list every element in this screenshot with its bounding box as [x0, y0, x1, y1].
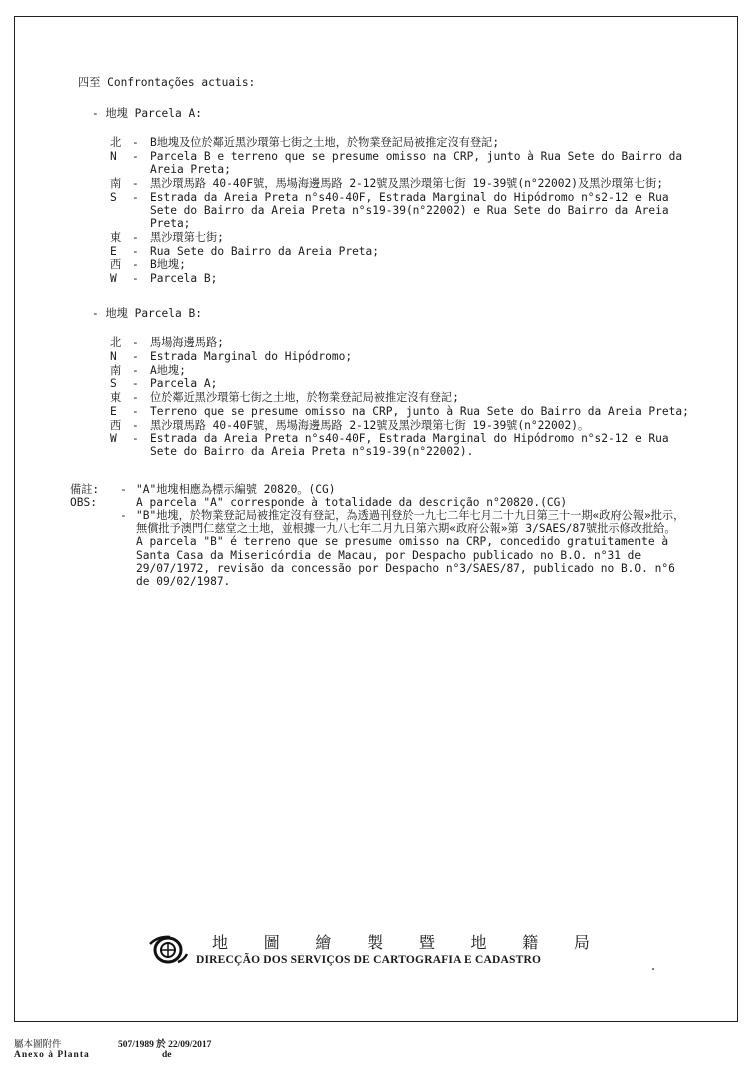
- obs-item: [120, 483, 690, 496]
- agency-name-char: 暨: [418, 933, 437, 952]
- boundary-direction: 南: [110, 363, 122, 377]
- boundary-row: [110, 231, 690, 244]
- parcel-a-block: [70, 107, 690, 285]
- boundary-dash: -: [132, 177, 139, 191]
- boundary-text: Estrada da Areia Preta n°s40-40F, Estrada Marginal do Hipódromo n°s2-12 e Rua Sete do Bairro da Areia Preta n°s19-39(n°22002).: [150, 432, 669, 459]
- boundary-dash: -: [132, 136, 139, 150]
- parcel-b-block: [70, 307, 690, 459]
- obs-item: [120, 509, 690, 535]
- agency-logo-block: [148, 930, 618, 970]
- obs-labels: [70, 483, 120, 589]
- boundary-dash: -: [132, 404, 139, 418]
- boundary-direction: N: [110, 350, 117, 364]
- boundary-direction: 東: [110, 230, 122, 244]
- boundary-row: [110, 419, 690, 432]
- boundary-dash: -: [132, 244, 139, 258]
- boundary-text: Parcela B e terreno que se presume omisso na CRP, junto à Rua Sete do Bairro da Areia Preta;: [150, 150, 683, 177]
- boundary-row: [110, 350, 690, 363]
- boundary-row: [110, 150, 690, 176]
- agency-name-char: 繪: [315, 933, 334, 952]
- obs-item: [120, 496, 690, 509]
- scan-speck: [652, 968, 654, 970]
- boundary-dash: -: [132, 336, 139, 350]
- boundary-row: [110, 136, 690, 149]
- boundary-text: A地塊;: [150, 363, 186, 377]
- boundary-dash: -: [132, 418, 139, 432]
- boundary-direction: 東: [110, 391, 122, 405]
- obs-text: A parcela "A" corresponde à totalidade da descrição n°20820.(CG): [136, 495, 568, 509]
- boundary-text: 馬場海邊馬路;: [150, 336, 224, 350]
- footer-reference: 507/1989 於 22/09/2017: [118, 1040, 212, 1050]
- boundary-row: [110, 177, 690, 190]
- boundary-row: [110, 272, 690, 285]
- parcel-a-title: - 地塊 Parcela A:: [92, 107, 202, 121]
- boundary-text: B地塊及位於鄰近黑沙環第七街之土地，於物業登記局被推定沒有登記;: [150, 136, 500, 150]
- section-heading: 四至 Confrontações actuais:: [78, 76, 256, 89]
- boundary-row: [110, 391, 690, 404]
- boundary-text: 黑沙環第七街;: [150, 230, 224, 244]
- agency-name-char: 圖: [263, 933, 282, 952]
- dscc-logo-icon: [148, 934, 188, 966]
- agency-name-pt: DIRECÇÃO DOS SERVIÇOS DE CARTOGRAFIA E CADASTRO: [196, 954, 542, 966]
- obs-items: [120, 483, 690, 589]
- boundary-row: [110, 364, 690, 377]
- boundary-text: Estrada Marginal do Hipódromo;: [150, 350, 353, 364]
- agency-name-char: 地: [470, 933, 489, 952]
- parcel-b-title: - 地塊 Parcela B:: [92, 307, 202, 321]
- boundary-text: 黑沙環馬路 40-40F號，馬場海邊馬路 2-12號及黑沙環第七街 19-39號(n°22002)及黑沙環第七街;: [150, 177, 664, 191]
- boundary-direction: E: [110, 244, 117, 258]
- boundary-text: Terreno que se presume omisso na CRP, junto à Rua Sete do Bairro da Areia Preta;: [150, 404, 689, 418]
- boundary-text: Rua Sete do Bairro da Areia Preta;: [150, 244, 380, 258]
- boundary-dash: -: [132, 350, 139, 364]
- boundary-direction: 西: [110, 258, 122, 272]
- boundary-direction: 北: [110, 136, 122, 150]
- boundary-text: Parcela A;: [150, 377, 218, 391]
- obs-text: A parcela "B" é terreno que se presume omisso na CRP, concedido gratuitamente à Santa Casa da Misericórdia de Macau, por Despacho publicado no B.O. n°31 de 29/07/1972, revisão da concessão por Despacho n°3/SAES/87, publicado no B.O. n°6 de 09/02/1987.: [136, 535, 675, 589]
- obs-dash: [120, 496, 136, 509]
- boundary-row: [110, 258, 690, 271]
- boundary-dash: -: [132, 230, 139, 244]
- agency-name-char: 地: [212, 933, 231, 952]
- boundary-dash: -: [132, 190, 139, 204]
- boundary-dash: -: [132, 391, 139, 405]
- boundary-text: Parcela B;: [150, 271, 218, 285]
- boundary-row: [110, 245, 690, 258]
- boundary-direction: S: [110, 377, 117, 391]
- agency-name-char: 籍: [522, 933, 541, 952]
- document-body: [70, 76, 690, 588]
- boundary-direction: E: [110, 404, 117, 418]
- obs-dash: [120, 535, 136, 588]
- boundary-text: 黑沙環馬路 40-40F號，馬場海邊馬路 2-12號及黑沙環第七街 19-39號(n°22002)。: [150, 418, 590, 432]
- boundary-direction: W: [110, 271, 117, 285]
- boundary-text: B地塊;: [150, 258, 186, 272]
- boundary-dash: -: [132, 150, 139, 164]
- boundary-direction: S: [110, 190, 117, 204]
- agency-name-char: 局: [573, 933, 592, 952]
- observations: [70, 483, 690, 589]
- boundary-text: Estrada da Areia Preta n°s40-40F, Estrada Marginal do Hipódromo n°s2-12 e Rua Sete do Bairro da Areia Preta n°s19-39(n°22002) e Rua Sete do Bairro da Areia Preta;: [150, 190, 669, 231]
- obs-text: "A"地塊相應為標示編號 20820。(CG): [136, 482, 336, 496]
- boundary-dash: -: [132, 432, 139, 446]
- obs-dash: -: [120, 509, 127, 523]
- footer-annex: [14, 1040, 211, 1060]
- agency-name-zh: [212, 930, 592, 953]
- obs-item: [120, 535, 690, 588]
- obs-dash: -: [120, 482, 127, 496]
- footer-label-pt: Anexo à Planta: [14, 1050, 90, 1060]
- boundary-direction: N: [110, 150, 117, 164]
- boundary-row: [110, 336, 690, 349]
- obs-text: "B"地塊，於物業登記局被推定沒有登記，為透過刊登於一九七二年七月二十九日第三十一期«政府公報»批示，無償批予澳門仁慈堂之土地，並根據一九八七年二月九日第六期«政府公報»第 3/SAES/87號批示修改批給。: [136, 509, 685, 536]
- boundary-direction: 北: [110, 336, 122, 350]
- agency-name-char: 製: [367, 933, 386, 952]
- boundary-row: [110, 405, 690, 418]
- boundary-dash: -: [132, 377, 139, 391]
- parcel-b-boundaries: [110, 336, 690, 458]
- boundary-row: [110, 191, 690, 231]
- boundary-row: [110, 377, 690, 390]
- parcel-a-boundaries: [110, 136, 690, 285]
- footer-label-zh: 屬本圖附件: [14, 1040, 62, 1050]
- boundary-dash: -: [132, 271, 139, 285]
- boundary-row: [110, 432, 690, 458]
- boundary-dash: -: [132, 258, 139, 272]
- boundary-text: 位於鄰近黑沙環第七街之土地，於物業登記局被推定沒有登記;: [150, 391, 459, 405]
- footer-de: de: [162, 1050, 172, 1060]
- boundary-direction: 西: [110, 418, 122, 432]
- boundary-direction: 南: [110, 177, 122, 191]
- boundary-direction: W: [110, 432, 117, 446]
- boundary-dash: -: [132, 363, 139, 377]
- obs-label-pt: OBS:: [70, 495, 97, 509]
- obs-label-zh: 備註:: [70, 482, 100, 496]
